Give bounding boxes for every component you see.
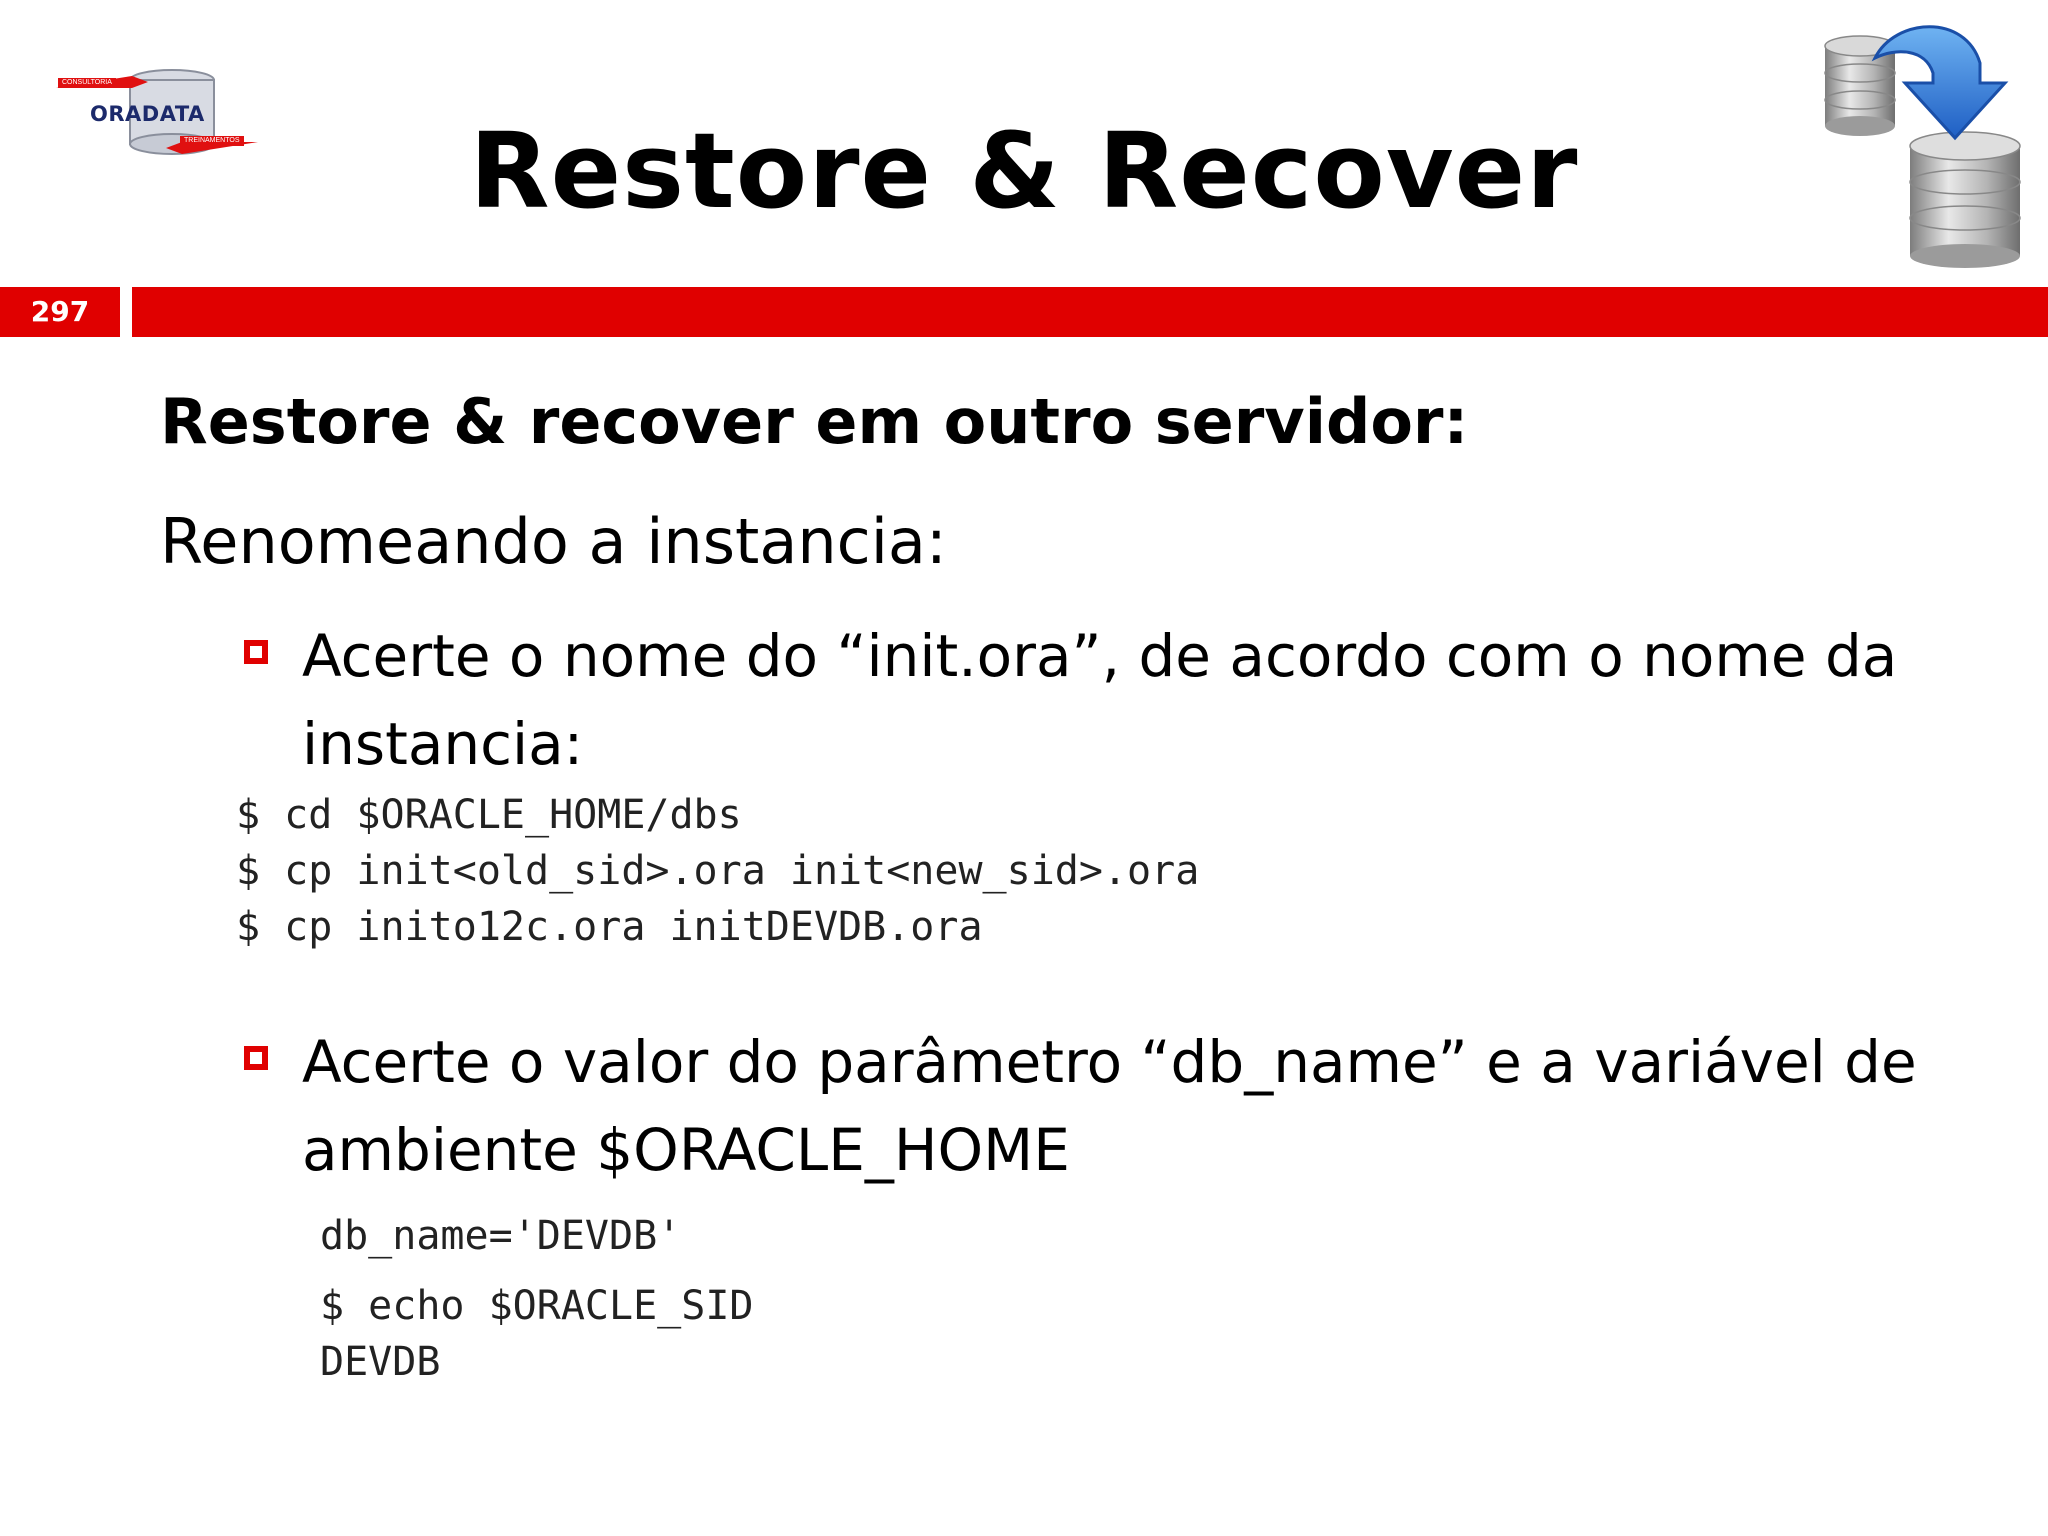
bullet-item [244,1018,1984,1194]
square-bullet-icon [244,640,268,664]
slide-number: 297 [0,287,120,337]
logo-tag-top: CONSULTORIA [58,78,116,88]
code-line: $ cp inito12c.ora initDEVDB.ora [236,904,983,950]
code-line: $ cp init<old_sid>.ora init<new_sid>.ora [236,848,1200,894]
logo-brand-text: ORADATA [90,102,205,126]
bullet-text: Acerte o nome do “init.ora”, de acordo com o nome da instancia: [302,622,1898,778]
code-block-init-ora [236,787,1199,955]
logo-tag-bottom: TREINAMENTOS [180,136,244,146]
database-restore-icon [1815,18,2025,268]
code-line: $ echo $ORACLE_SID [320,1283,754,1329]
slide-title: Restore & Recover [469,110,1579,232]
bullet-text: Acerte o valor do parâmetro “db_name” e a variável de ambiente $ORACLE_HOME [302,1028,1917,1184]
code-line: $ cd $ORACLE_HOME/dbs [236,792,742,838]
code-block-db-name [320,1208,753,1390]
code-line: db_name='DEVDB' [320,1213,682,1259]
section-subheading: Renomeando a instancia: [160,505,947,578]
code-line: DEVDB [320,1339,441,1385]
section-heading: Restore & recover em outro servidor: [160,385,1469,458]
bullet-item [244,612,1984,788]
square-bullet-icon [244,1046,268,1070]
header-divider-bar [132,287,2048,337]
